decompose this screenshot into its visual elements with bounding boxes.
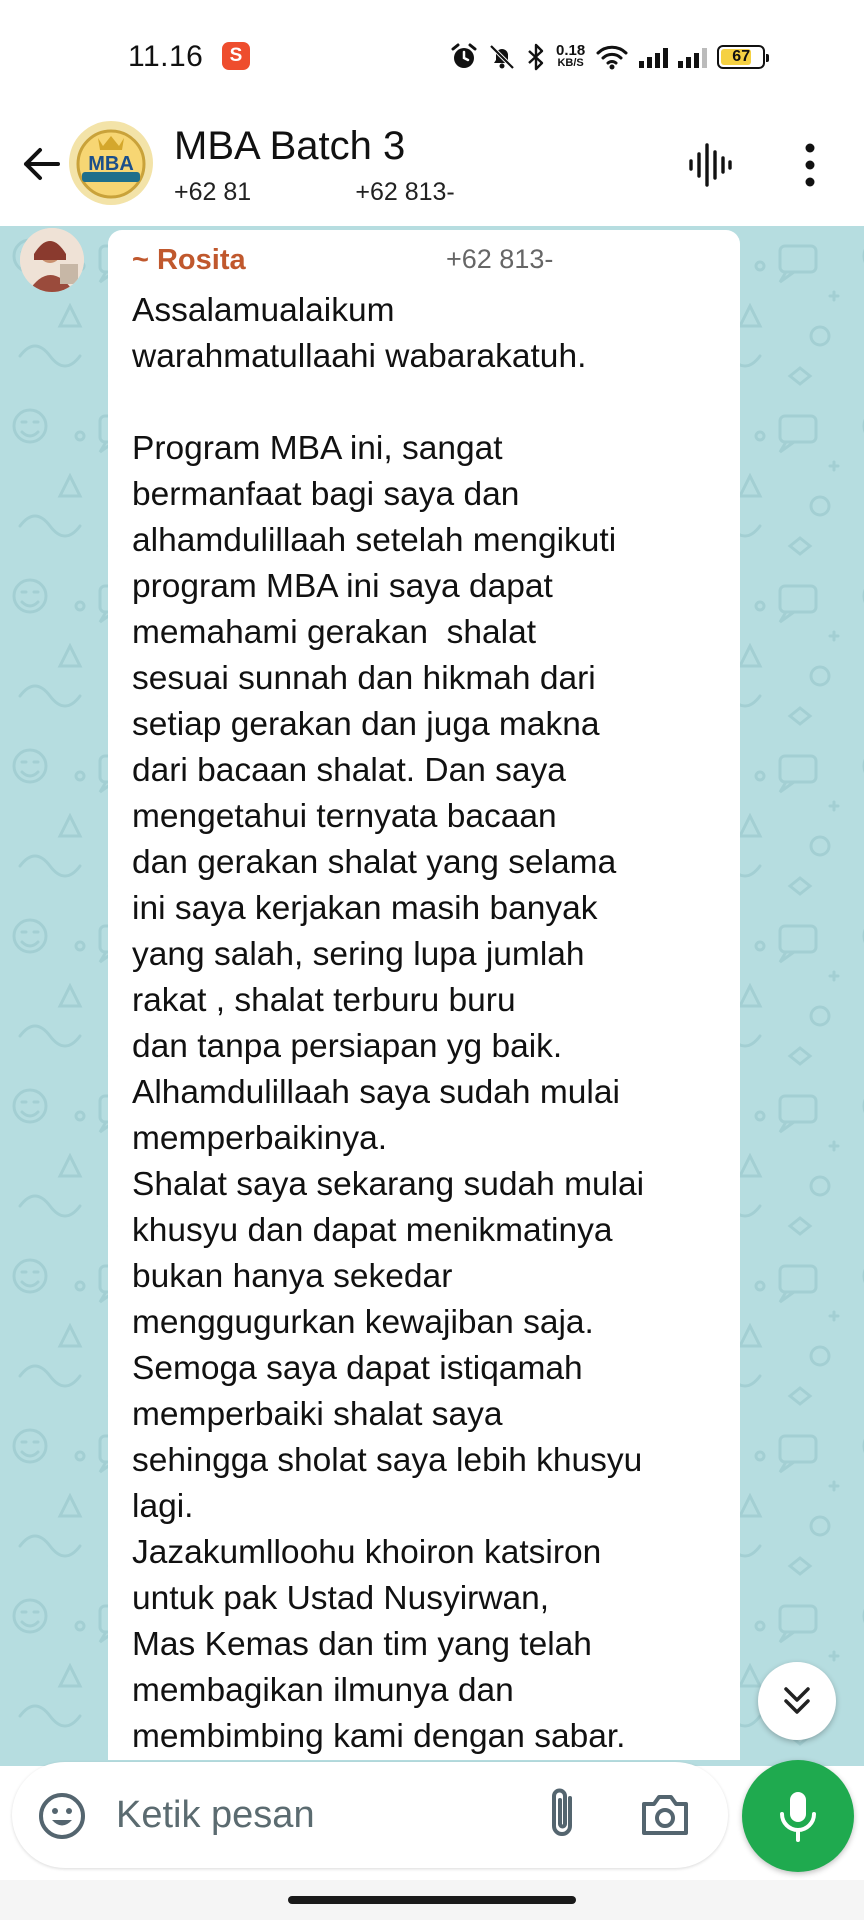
bluetooth-icon [526,43,546,71]
back-button[interactable] [18,140,66,188]
network-speed [556,44,585,70]
voice-chat-button[interactable] [684,140,734,190]
emoji-button[interactable] [36,1790,88,1842]
status-time: 11.16 [128,40,204,73]
group-members-preview[interactable]: +62 81 +62 813- [174,178,455,206]
sender-phone: +62 813- [446,244,554,274]
chevron-double-down-icon [758,1662,836,1740]
scroll-to-bottom-button[interactable] [758,1662,836,1740]
bell-off-icon [488,43,516,71]
shopee-notification-icon: S [222,42,250,70]
voice-message-button[interactable] [742,1760,854,1872]
attach-button[interactable] [540,1784,584,1844]
waveform-icon [684,140,734,190]
camera-button[interactable] [638,1790,692,1840]
home-gesture-handle[interactable] [288,1896,576,1904]
wifi-icon [595,43,629,71]
more-options-button[interactable] [790,140,830,190]
arrow-left-icon [18,140,66,188]
camera-icon [638,1790,692,1840]
microphone-icon [742,1760,854,1872]
net-speed-unit: KB/S [557,57,584,69]
group-logo-text: MBA [88,153,134,175]
chat-header [0,112,864,226]
group-avatar[interactable] [68,120,154,206]
chat-area[interactable] [0,226,864,1766]
message-input[interactable] [116,1786,516,1844]
net-speed-value: 0.18 [556,42,586,59]
sender-avatar-image [20,228,84,292]
status-bar [0,0,864,112]
smiley-icon [36,1790,88,1842]
message-composer [12,1762,728,1868]
alarm-icon [450,43,478,71]
group-logo [68,120,154,206]
group-name[interactable]: MBA Batch 3 [174,124,406,168]
signal-sim2-icon [678,46,707,68]
message-bubble[interactable] [108,230,740,1760]
paperclip-icon [540,1784,584,1844]
battery-level: 67 [732,48,751,65]
message-text: Assalamualaikum warahmatullaahi wabarakatuh. Program MBA ini, sangat bermanfaat bagi saya dan alhamdulillaah setelah mengikuti program MBA ini saya dapat memahami gerakan shalat sesuai sunnah dan hikmah dari setiap gerakan dan juga makna dari bacaan shalat. Dan saya mengetahui ternyata bacaan dan gerakan shalat yang selama ini saya kerjakan masih banyak yang salah, sering lupa jumlah rakat , shalat terburu buru dan tanpa persiapan yg baik. Alhamdulillaah saya sudah mulai memperbaikinya. Shalat saya sekarang sudah mulai khusyu dan dapat menikmatinya bukan hanya sekedar menggugurkan kewajiban saja. Semoga saya dapat istiqamah memperbaiki shalat saya sehingga sholat saya lebih khusyu lagi. Jazakumlloohu khoiron katsiron untuk pak Ustad Nusyirwan, Mas Kemas dan tim yang telah membagikan ilmunya dan membimbing kami dengan sabar. [132,292,645,1755]
signal-sim1-icon [639,46,668,68]
battery-icon [717,45,765,69]
status-icons [450,40,765,74]
sender-avatar[interactable] [20,228,84,292]
sender-name[interactable]: ~ Rosita [132,244,246,276]
more-vertical-icon [790,140,830,190]
